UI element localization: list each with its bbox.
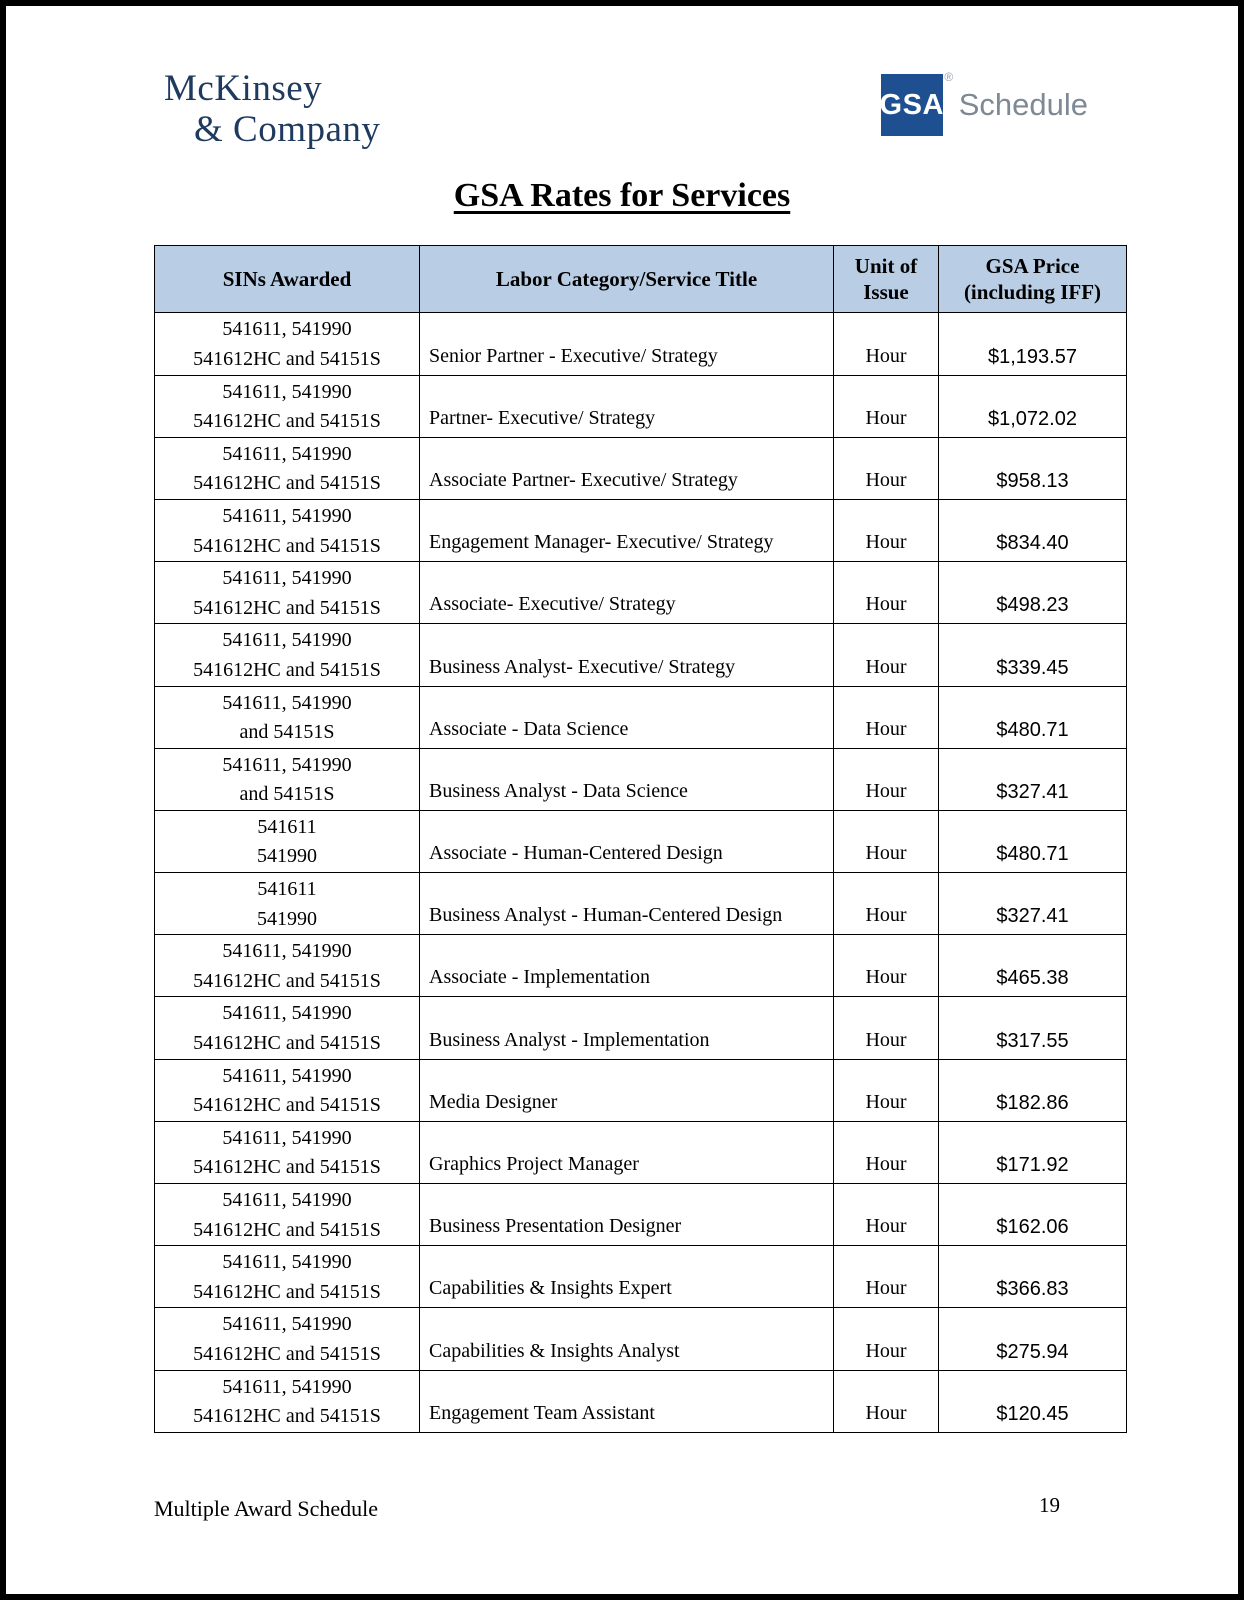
unit-of-issue-cell: Hour — [834, 375, 939, 437]
gsa-price-cell: $1,072.02 — [939, 375, 1127, 437]
mckinsey-logo-line2: & Company — [194, 109, 381, 151]
labor-category-cell: Engagement Manager- Executive/ Strategy — [420, 499, 834, 561]
labor-category-cell: Business Analyst - Human-Centered Design — [420, 873, 834, 935]
gsa-price-cell: $480.71 — [939, 686, 1127, 748]
gsa-logo-icon — [879, 70, 954, 136]
mckinsey-logo-line1: McKinsey — [164, 68, 323, 109]
sins-awarded-cell: 541611 541990 — [155, 810, 420, 872]
rates-table — [154, 245, 1127, 1433]
labor-category-cell: Business Analyst - Data Science — [420, 748, 834, 810]
column-header: Labor Category/Service Title — [420, 245, 834, 313]
unit-of-issue-cell: Hour — [834, 1246, 939, 1308]
gsa-price-cell: $834.40 — [939, 499, 1127, 561]
table-row — [155, 624, 1127, 686]
sins-awarded-cell: 541611, 541990 541612HC and 54151S — [155, 1246, 420, 1308]
labor-category-cell: Capabilities & Insights Expert — [420, 1246, 834, 1308]
labor-category-cell: Associate - Data Science — [420, 686, 834, 748]
sins-awarded-cell: 541611, 541990 541612HC and 54151S — [155, 1308, 420, 1370]
sins-awarded-cell: 541611, 541990 541612HC and 54151S — [155, 437, 420, 499]
column-header: GSA Price (including IFF) — [939, 245, 1127, 313]
table-row — [155, 499, 1127, 561]
column-header: Unit of Issue — [834, 245, 939, 313]
sins-awarded-cell: 541611, 541990 541612HC and 54151S — [155, 375, 420, 437]
gsa-price-cell: $480.71 — [939, 810, 1127, 872]
table-row — [155, 1246, 1127, 1308]
table-row — [155, 1308, 1127, 1370]
sins-awarded-cell: 541611, 541990 541612HC and 54151S — [155, 624, 420, 686]
unit-of-issue-cell: Hour — [834, 624, 939, 686]
gsa-price-cell: $327.41 — [939, 873, 1127, 935]
mckinsey-logo — [164, 68, 380, 151]
unit-of-issue-cell: Hour — [834, 1059, 939, 1121]
gsa-price-cell: $327.41 — [939, 748, 1127, 810]
sins-awarded-cell: 541611, 541990 541612HC and 54151S — [155, 499, 420, 561]
sins-awarded-cell: 541611, 541990 541612HC and 54151S — [155, 1370, 420, 1432]
gsa-price-cell: $317.55 — [939, 997, 1127, 1059]
unit-of-issue-cell: Hour — [834, 1370, 939, 1432]
unit-of-issue-cell: Hour — [834, 1184, 939, 1246]
sins-awarded-cell: 541611, 541990 541612HC and 54151S — [155, 562, 420, 624]
registered-trademark-icon: ® — [944, 70, 954, 84]
labor-category-cell: Associate - Implementation — [420, 935, 834, 997]
table-row — [155, 375, 1127, 437]
sins-awarded-cell: 541611 541990 — [155, 873, 420, 935]
unit-of-issue-cell: Hour — [834, 748, 939, 810]
table-row — [155, 935, 1127, 997]
sins-awarded-cell: 541611, 541990 541612HC and 54151S — [155, 313, 420, 375]
unit-of-issue-cell: Hour — [834, 1308, 939, 1370]
table-row — [155, 748, 1127, 810]
labor-category-cell: Senior Partner - Executive/ Strategy — [420, 313, 834, 375]
unit-of-issue-cell: Hour — [834, 562, 939, 624]
labor-category-cell: Engagement Team Assistant — [420, 1370, 834, 1432]
table-row — [155, 810, 1127, 872]
unit-of-issue-cell: Hour — [834, 935, 939, 997]
unit-of-issue-cell: Hour — [834, 873, 939, 935]
gsa-price-cell: $275.94 — [939, 1308, 1127, 1370]
gsa-price-cell: $366.83 — [939, 1246, 1127, 1308]
table-row — [155, 1370, 1127, 1432]
table-row — [155, 873, 1127, 935]
labor-category-cell: Associate Partner- Executive/ Strategy — [420, 437, 834, 499]
table-row — [155, 437, 1127, 499]
table-row — [155, 1184, 1127, 1246]
sins-awarded-cell: 541611, 541990 and 54151S — [155, 748, 420, 810]
table-row — [155, 686, 1127, 748]
unit-of-issue-cell: Hour — [834, 997, 939, 1059]
table-header-row — [155, 245, 1127, 313]
sins-awarded-cell: 541611, 541990 and 54151S — [155, 686, 420, 748]
page-number: 19 — [1039, 1493, 1060, 1517]
page-title: GSA Rates for Services — [453, 176, 791, 214]
footer-document-title: Multiple Award Schedule — [154, 1496, 379, 1521]
sins-awarded-cell: 541611, 541990 541612HC and 54151S — [155, 935, 420, 997]
labor-category-cell: Partner- Executive/ Strategy — [420, 375, 834, 437]
unit-of-issue-cell: Hour — [834, 686, 939, 748]
unit-of-issue-cell: Hour — [834, 1121, 939, 1183]
sins-awarded-cell: 541611, 541990 541612HC and 54151S — [155, 1184, 420, 1246]
gsa-schedule-label: Schedule — [958, 87, 1088, 122]
gsa-price-cell: $498.23 — [939, 562, 1127, 624]
unit-of-issue-cell: Hour — [834, 810, 939, 872]
labor-category-cell: Media Designer — [420, 1059, 834, 1121]
page-header — [6, 6, 1238, 151]
gsa-price-cell: $171.92 — [939, 1121, 1127, 1183]
rate-table-body — [155, 313, 1127, 1432]
labor-category-cell: Business Analyst - Implementation — [420, 997, 834, 1059]
labor-category-cell: Associate - Human-Centered Design — [420, 810, 834, 872]
labor-category-cell: Business Analyst- Executive/ Strategy — [420, 624, 834, 686]
table-row — [155, 1121, 1127, 1183]
column-header: SINs Awarded — [155, 245, 420, 313]
table-row — [155, 1059, 1127, 1121]
unit-of-issue-cell: Hour — [834, 499, 939, 561]
sins-awarded-cell: 541611, 541990 541612HC and 54151S — [155, 1121, 420, 1183]
table-row — [155, 313, 1127, 375]
gsa-price-cell: $958.13 — [939, 437, 1127, 499]
labor-category-cell: Capabilities & Insights Analyst — [420, 1308, 834, 1370]
gsa-price-cell: $182.86 — [939, 1059, 1127, 1121]
labor-category-cell: Business Presentation Designer — [420, 1184, 834, 1246]
gsa-price-cell: $1,193.57 — [939, 313, 1127, 375]
gsa-price-cell: $339.45 — [939, 624, 1127, 686]
unit-of-issue-cell: Hour — [834, 313, 939, 375]
gsa-logo-text: GSA — [879, 88, 944, 121]
labor-category-cell: Associate- Executive/ Strategy — [420, 562, 834, 624]
labor-category-cell: Graphics Project Manager — [420, 1121, 834, 1183]
gsa-price-cell: $465.38 — [939, 935, 1127, 997]
gsa-price-cell: $120.45 — [939, 1370, 1127, 1432]
gsa-price-cell: $162.06 — [939, 1184, 1127, 1246]
sins-awarded-cell: 541611, 541990 541612HC and 54151S — [155, 1059, 420, 1121]
sins-awarded-cell: 541611, 541990 541612HC and 54151S — [155, 997, 420, 1059]
unit-of-issue-cell: Hour — [834, 437, 939, 499]
table-row — [155, 562, 1127, 624]
table-row — [155, 997, 1127, 1059]
gsa-schedule-logo — [879, 70, 1088, 136]
